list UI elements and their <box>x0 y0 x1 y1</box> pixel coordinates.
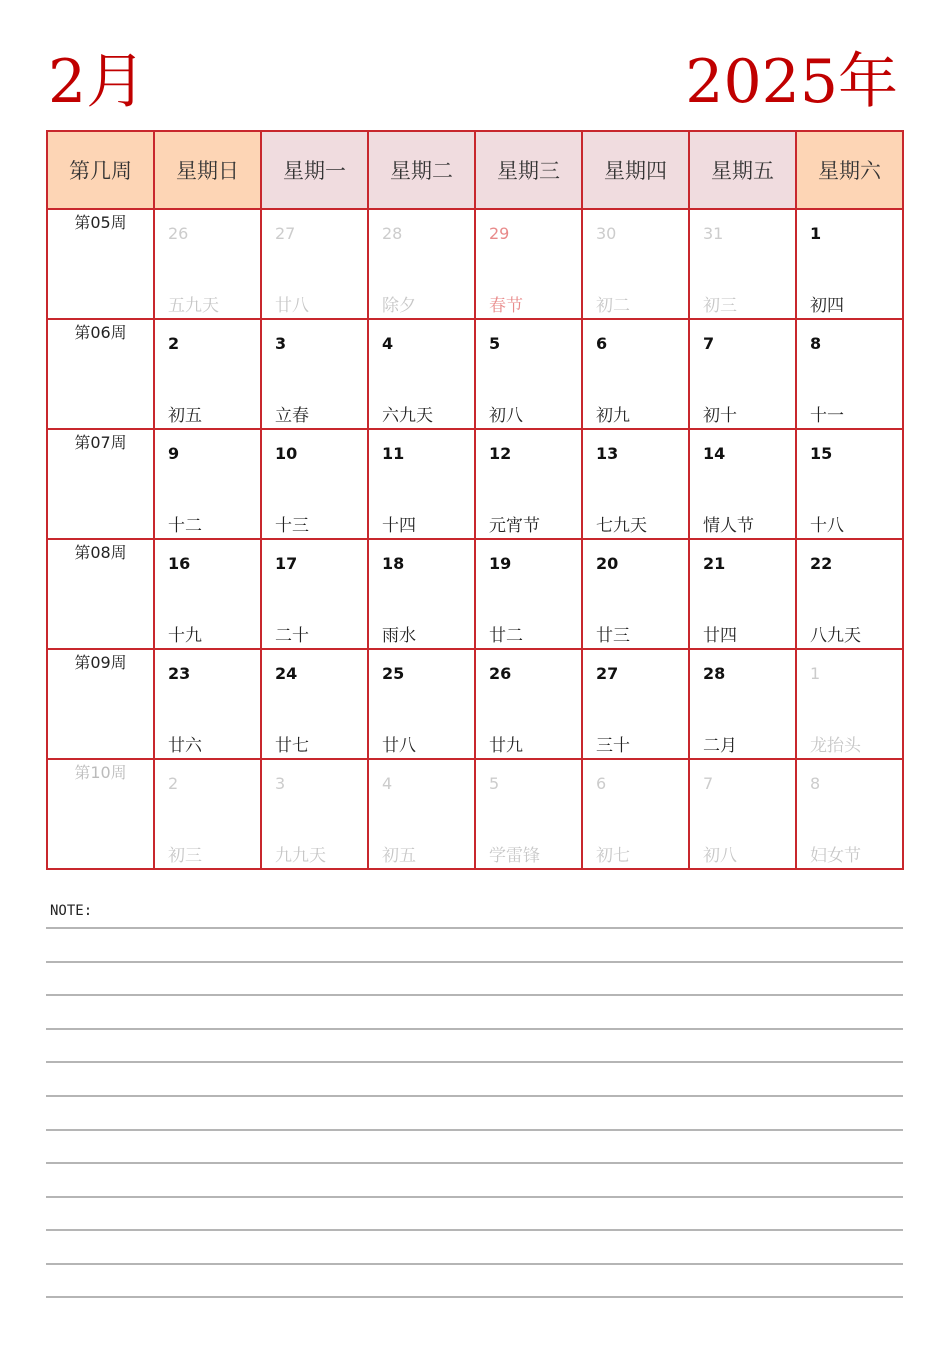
lunar-date: 九九天 <box>275 846 326 866</box>
day-cell[interactable] <box>689 649 796 759</box>
day-number: 23 <box>168 664 191 683</box>
header-saturday: 星期六 <box>796 131 903 209</box>
day-number: 19 <box>489 554 512 573</box>
lunar-date: 除夕 <box>382 296 416 316</box>
lunar-date: 初五 <box>168 406 202 426</box>
day-cell[interactable] <box>582 209 689 319</box>
lunar-date: 学雷锋 <box>489 846 540 866</box>
lunar-date: 初五 <box>382 846 416 866</box>
day-cell[interactable] <box>261 539 368 649</box>
day-cell[interactable] <box>796 319 903 429</box>
day-cell[interactable] <box>689 429 796 539</box>
day-cell[interactable] <box>689 319 796 429</box>
day-number: 8 <box>810 774 821 793</box>
lunar-date: 六九天 <box>382 406 433 426</box>
day-cell[interactable] <box>261 319 368 429</box>
day-number: 16 <box>168 554 191 573</box>
lunar-date: 廿六 <box>168 736 202 756</box>
lunar-date: 十九 <box>168 626 202 646</box>
note-line[interactable] <box>46 1061 903 1063</box>
week-number: 第06周 <box>47 319 154 429</box>
day-number: 31 <box>703 224 724 243</box>
header-wednesday: 星期三 <box>475 131 582 209</box>
day-cell[interactable] <box>261 649 368 759</box>
lunar-date: 十三 <box>275 516 309 536</box>
day-number: 13 <box>596 444 619 463</box>
day-number: 5 <box>489 334 501 353</box>
day-number: 2 <box>168 334 180 353</box>
day-cell[interactable] <box>368 759 475 869</box>
note-line[interactable] <box>46 994 903 996</box>
day-number: 15 <box>810 444 833 463</box>
year-title: 2025年 <box>685 47 898 117</box>
note-line[interactable] <box>46 1196 903 1198</box>
note-line[interactable] <box>46 961 903 963</box>
day-cell[interactable] <box>475 649 582 759</box>
lunar-date: 春节 <box>489 296 523 316</box>
week-row <box>47 759 903 869</box>
lunar-date: 五九天 <box>168 296 219 316</box>
day-cell[interactable] <box>796 649 903 759</box>
day-cell[interactable] <box>475 319 582 429</box>
day-cell[interactable] <box>154 759 261 869</box>
note-line[interactable] <box>46 927 903 929</box>
day-cell[interactable] <box>475 429 582 539</box>
day-number: 30 <box>596 224 617 243</box>
day-number: 14 <box>703 444 726 463</box>
note-line[interactable] <box>46 1296 903 1298</box>
day-cell[interactable] <box>689 759 796 869</box>
note-label: NOTE: <box>50 903 93 919</box>
day-cell[interactable] <box>582 429 689 539</box>
day-number: 11 <box>382 444 405 463</box>
lunar-date: 八九天 <box>810 626 861 646</box>
note-line[interactable] <box>46 1162 903 1164</box>
month-title: 2月 <box>48 47 147 117</box>
lunar-date: 初八 <box>703 846 737 866</box>
note-line[interactable] <box>46 1229 903 1231</box>
lunar-date: 初九 <box>596 406 630 426</box>
day-cell[interactable] <box>582 759 689 869</box>
day-number: 25 <box>382 664 405 683</box>
day-number: 12 <box>489 444 512 463</box>
calendar-grid <box>46 130 904 870</box>
note-line[interactable] <box>46 1263 903 1265</box>
lunar-date: 廿七 <box>275 736 309 756</box>
week-number: 第07周 <box>47 429 154 539</box>
week-row <box>47 539 903 649</box>
lunar-date: 廿三 <box>596 626 630 646</box>
week-number: 第08周 <box>47 539 154 649</box>
lunar-date: 初四 <box>810 296 844 316</box>
note-line[interactable] <box>46 1129 903 1131</box>
day-number: 28 <box>703 664 726 683</box>
day-number: 28 <box>382 224 403 243</box>
lunar-date: 廿八 <box>382 736 416 756</box>
header-week-number: 第几周 <box>47 131 154 209</box>
day-number: 24 <box>275 664 298 683</box>
day-cell[interactable] <box>261 759 368 869</box>
day-cell[interactable] <box>796 539 903 649</box>
day-number: 1 <box>810 224 822 243</box>
day-cell[interactable] <box>689 539 796 649</box>
day-number: 2 <box>168 774 179 793</box>
header-monday: 星期一 <box>261 131 368 209</box>
header-tuesday: 星期二 <box>368 131 475 209</box>
week-number: 第10周 <box>47 759 154 869</box>
day-cell[interactable] <box>154 319 261 429</box>
lunar-date: 情人节 <box>703 516 754 536</box>
day-number: 22 <box>810 554 833 573</box>
note-line[interactable] <box>46 1095 903 1097</box>
day-number: 8 <box>810 334 822 353</box>
day-number: 27 <box>275 224 296 243</box>
lunar-date: 初八 <box>489 406 523 426</box>
lunar-date: 廿九 <box>489 736 523 756</box>
header-friday: 星期五 <box>689 131 796 209</box>
day-number: 10 <box>275 444 298 463</box>
day-number: 6 <box>596 774 607 793</box>
day-number: 7 <box>703 334 715 353</box>
week-row <box>47 209 903 319</box>
day-cell[interactable] <box>368 539 475 649</box>
header-sunday: 星期日 <box>154 131 261 209</box>
day-cell[interactable] <box>475 539 582 649</box>
day-number: 18 <box>382 554 405 573</box>
day-number: 20 <box>596 554 619 573</box>
day-cell[interactable] <box>582 539 689 649</box>
day-cell[interactable] <box>154 429 261 539</box>
week-row <box>47 429 903 539</box>
week-number: 第09周 <box>47 649 154 759</box>
day-number: 17 <box>275 554 298 573</box>
lunar-date: 初三 <box>703 296 737 316</box>
day-number: 6 <box>596 334 608 353</box>
day-number: 9 <box>168 444 180 463</box>
day-number: 26 <box>489 664 512 683</box>
day-cell[interactable] <box>261 209 368 319</box>
lunar-date: 七九天 <box>596 516 647 536</box>
lunar-date: 初十 <box>703 406 737 426</box>
day-cell[interactable] <box>582 319 689 429</box>
day-cell[interactable] <box>796 759 903 869</box>
lunar-date: 元宵节 <box>489 516 540 536</box>
lunar-date: 廿二 <box>489 626 523 646</box>
lunar-date: 廿八 <box>275 296 309 316</box>
lunar-date: 龙抬头 <box>810 736 861 756</box>
day-number: 3 <box>275 334 287 353</box>
lunar-date: 妇女节 <box>810 846 861 866</box>
day-number: 29 <box>489 224 510 243</box>
day-cell[interactable] <box>368 209 475 319</box>
day-number: 4 <box>382 774 393 793</box>
lunar-date: 十二 <box>168 516 202 536</box>
day-number: 21 <box>703 554 726 573</box>
lunar-date: 雨水 <box>382 626 416 646</box>
week-number: 第05周 <box>47 209 154 319</box>
day-cell[interactable] <box>154 539 261 649</box>
week-row <box>47 319 903 429</box>
lunar-date: 十八 <box>810 516 844 536</box>
day-cell[interactable] <box>368 429 475 539</box>
day-cell[interactable] <box>796 209 903 319</box>
weekday-header-row <box>47 131 903 209</box>
day-cell[interactable] <box>475 759 582 869</box>
lunar-date: 初七 <box>596 846 630 866</box>
day-cell[interactable] <box>368 319 475 429</box>
header-thursday: 星期四 <box>582 131 689 209</box>
day-cell[interactable] <box>154 209 261 319</box>
day-cell[interactable] <box>582 649 689 759</box>
day-number: 3 <box>275 774 286 793</box>
day-number: 7 <box>703 774 714 793</box>
day-cell[interactable] <box>261 429 368 539</box>
lunar-date: 立春 <box>275 406 309 426</box>
day-cell[interactable] <box>154 649 261 759</box>
day-number: 4 <box>382 334 394 353</box>
lunar-date: 三十 <box>596 736 630 756</box>
lunar-date: 二十 <box>275 626 309 646</box>
week-row <box>47 649 903 759</box>
day-cell[interactable] <box>368 649 475 759</box>
lunar-date: 初二 <box>596 296 630 316</box>
day-cell[interactable] <box>689 209 796 319</box>
day-cell[interactable] <box>475 209 582 319</box>
day-number: 1 <box>810 664 821 683</box>
day-number: 26 <box>168 224 189 243</box>
note-line[interactable] <box>46 1028 903 1030</box>
day-number: 5 <box>489 774 500 793</box>
day-number: 27 <box>596 664 619 683</box>
day-cell[interactable] <box>796 429 903 539</box>
lunar-date: 初三 <box>168 846 202 866</box>
lunar-date: 十一 <box>810 406 844 426</box>
lunar-date: 十四 <box>382 516 416 536</box>
lunar-date: 二月 <box>703 736 737 756</box>
lunar-date: 廿四 <box>703 626 737 646</box>
